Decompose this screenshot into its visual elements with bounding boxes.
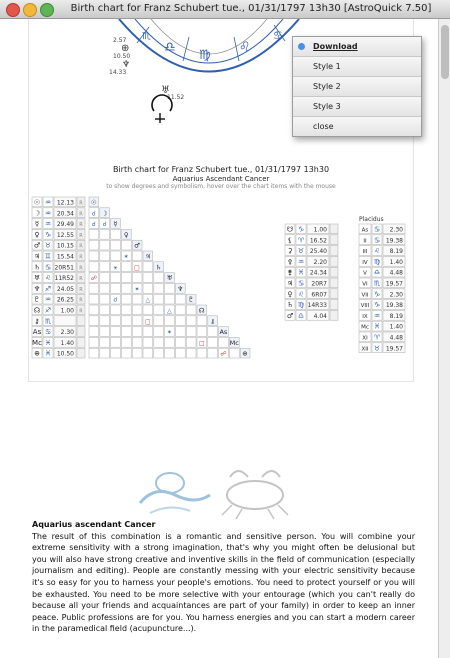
aspect-cell [197,327,207,337]
aspect-cell [89,316,99,326]
aspect-cell [121,262,131,272]
planet-glyph: ☽ [33,209,41,218]
aspect-cell [197,316,207,326]
diagonal-glyph: ♃ [144,252,151,261]
extra-degree-value: 6R07 [311,291,327,299]
aspect-cell [121,294,131,304]
planet-glyph: Mc [32,338,42,347]
extra-sign-glyph: ♈ [297,236,305,245]
aspect-cell [186,316,196,326]
extra-sign-glyph: ♎ [297,311,305,320]
degree-value: 20.34 [56,210,74,218]
aspect-cell [100,251,110,261]
aspect-cell [165,348,175,358]
neptune-glyph: ♆ [122,60,131,70]
extra-motion-cell [330,246,338,256]
aspect-cell [186,305,196,315]
house-degree-value: 2.30 [389,226,403,234]
degree-value: 26.25 [56,296,74,304]
aspect-cell [121,273,131,283]
extra-motion-cell [330,256,338,266]
aspect-cell [208,337,218,347]
aspect-cell [100,229,110,239]
aspect-cell [111,337,121,347]
extra-motion-cell [330,235,338,245]
vertical-scrollbar[interactable] [438,19,450,658]
sign-glyph: ♌ [44,274,52,283]
house-sign-glyph: ♌ [373,247,381,256]
aspect-glyph: ✶ [134,285,140,293]
aspect-cell [154,283,164,293]
aspect-cell [154,337,164,347]
sign-glyph: ♑ [44,230,52,239]
aspect-glyph: ☍ [90,275,97,283]
aspect-cell [111,240,121,250]
aspect-cell [143,348,153,358]
aspect-cell [208,348,218,358]
diagonal-glyph: ☽ [101,209,108,218]
diagonal-glyph: ♇ [188,295,194,304]
extra-motion-cell [330,310,338,320]
house-sign-glyph: ♎ [373,268,381,277]
sign-glyph: ♉ [44,241,52,250]
sign-glyph: ♊ [44,252,52,261]
aspect-cell [100,262,110,272]
sign-glyph: ♒ [44,209,52,218]
aspect-glyph: ✶ [123,253,129,261]
aspect-cell [100,327,110,337]
extra-motion-cell [330,300,338,310]
virgo-glyph: ♍ [199,48,211,63]
aspect-cell [132,327,142,337]
aspect-cell [89,294,99,304]
house-degree-value: 1.40 [389,258,403,266]
aspect-cell [89,305,99,315]
aspect-cell [132,305,142,315]
house-label: IV [362,259,368,266]
planet-glyph: ☊ [33,306,41,315]
aspect-cell [132,273,142,283]
aspect-cell [132,251,142,261]
house-label: VIII [360,303,370,310]
aspect-cell [121,348,131,358]
wheel-label-2: 10.50 [113,53,131,60]
sign-glyph: ♒ [44,220,52,229]
window-title: Birth chart for Franz Schubert tue., 01/31/1797 13h30 [AstroQuick 7.50] [70,3,432,14]
motion-value: R [79,200,83,207]
selected-bullet-icon [298,43,305,50]
extra-point-glyph: ⚴ [287,257,293,266]
aspect-cell [154,305,164,315]
extra-sign-glyph: ♌ [297,290,305,299]
diagonal-glyph: ♂ [134,241,140,250]
motion-value: R [79,297,83,304]
zoom-window-button[interactable] [40,3,54,17]
degree-value: 11R52 [54,275,74,283]
diagonal-glyph: ☿ [113,220,118,229]
motion-value: R [79,254,83,261]
aspect-cell [89,251,99,261]
aspect-cell [132,337,142,347]
planet-glyph: ♀ [34,230,40,239]
motion-cell [77,348,85,358]
aspect-cell [100,316,110,326]
chart-options-menu [292,36,422,137]
house-label: VI [362,281,368,288]
planet-glyph: ♆ [33,284,41,293]
diagonal-glyph: ⊕ [242,349,248,358]
chart-hint: to show degrees and symbolism, hover over the chart items with the mouse [106,183,336,190]
sign-glyph: ♐ [44,284,52,293]
wheel-label-3: 14.33 [109,69,127,76]
sign-glyph: ♒ [44,198,52,207]
aspect-cell [154,294,164,304]
aspect-glyph: ☌ [113,296,118,304]
aspect-cell [89,229,99,239]
house-sign-glyph: ♓ [373,322,381,331]
motion-cell [77,337,85,347]
planet-glyph: ♇ [33,295,41,304]
extra-degree-value: 16.52 [309,237,327,245]
aspect-cell [154,348,164,358]
extra-degree-value: 2.20 [313,258,327,266]
degree-cell [54,316,76,326]
aspect-cell [143,262,153,272]
minimize-window-button[interactable] [23,3,37,17]
planet-glyph: ☿ [34,220,40,229]
extra-sign-glyph: ♒ [297,257,305,266]
sign-glyph: ♋ [44,263,52,272]
aspect-cell [121,316,131,326]
extra-motion-cell [330,278,338,288]
diagonal-glyph: As [219,328,228,337]
motion-value: R [79,276,83,283]
house-label: Mc [361,324,369,331]
sign-glyph: ♓ [44,338,52,347]
degree-value: 10.15 [56,242,74,250]
house-sign-glyph: ♈ [373,333,381,342]
house-degree-value: 1.40 [389,323,403,331]
aspect-cell [89,240,99,250]
aspect-glyph: ☍ [220,350,227,358]
extra-degree-value: 20R7 [311,280,327,288]
extra-degree-value: 14R33 [307,302,327,310]
sign-glyph: ♓ [44,349,52,358]
aspect-cell [165,283,175,293]
aspect-cell [154,316,164,326]
house-degree-value: 19.57 [385,280,403,288]
fortune-glyph: ⊕ [121,43,130,54]
house-degree-value: 8.19 [389,248,403,256]
house-label: VII [361,292,369,299]
aspect-glyph: ⚹ [113,264,118,272]
aspect-cell [175,305,185,315]
house-label: XII [361,346,369,353]
diagonal-glyph: Mc [229,338,239,347]
aspect-cell [111,283,121,293]
aspect-cell [165,294,175,304]
diagonal-glyph: ♀ [123,230,129,239]
aspect-cell [121,240,131,250]
diagonal-glyph: ☊ [198,306,205,315]
extra-point-glyph: ⚵ [287,268,293,277]
uranus-glyph: ♅ [161,85,170,96]
aspect-cell [100,337,110,347]
sign-glyph: ♒ [44,295,52,304]
aspect-cell [121,337,131,347]
house-label: II [363,238,367,245]
degree-value: 15.54 [56,253,74,261]
extra-motion-cell [330,224,338,234]
extra-degree-value: 25.40 [309,248,327,256]
aspect-glyph: □ [134,264,140,272]
house-degree-value: 2.30 [389,291,403,299]
aspect-cell [111,348,121,358]
aspect-cell [132,316,142,326]
planet-glyph: ⚷ [34,317,40,326]
planet-glyph: ♄ [33,263,41,272]
aspect-cell [111,273,121,283]
aspect-cell [175,294,185,304]
aspect-cell [89,348,99,358]
diagonal-glyph: ♄ [155,263,162,272]
motion-value: R [79,211,83,218]
aspect-cell [186,337,196,347]
degree-value: 12.13 [56,199,74,207]
wheel-label-1: 2.57 [113,37,127,44]
degree-value: 24.05 [56,285,74,293]
planet-glyph: As [32,328,42,337]
house-sign-glyph: ♍ [373,257,381,266]
aspect-cell [175,348,185,358]
diagonal-glyph: ⚷ [210,317,215,326]
aspect-cell [132,348,142,358]
aspect-cell [175,337,185,347]
house-degree-value: 19.38 [385,302,403,310]
motion-value: R [79,232,83,239]
motion-value: R [79,222,83,229]
extra-point-glyph: ♀ [287,290,293,299]
house-degree-value: 8.19 [389,312,403,320]
aspect-cell [154,273,164,283]
aspect-cell [186,327,196,337]
aspect-cell [208,327,218,337]
scorpio-glyph: ♏ [142,31,151,42]
aspect-glyph: △ [145,296,151,304]
wheel-label-4: 11.52 [167,94,185,101]
interpretation-section [32,519,415,635]
sign-glyph: ♐ [44,306,52,315]
aspect-cell [143,337,153,347]
aspect-glyph: ☌ [91,210,96,218]
style-3-menu-item[interactable]: Style 3 [293,97,421,117]
house-sign-glyph: ♉ [373,344,381,353]
aspect-cell [89,283,99,293]
aspect-cell [121,305,131,315]
aspect-cell [186,348,196,358]
planet-glyph: ♅ [33,274,41,283]
aspect-cell [197,348,207,358]
extra-point-glyph: ♄ [286,301,294,310]
extra-point-glyph: ☋ [286,225,294,234]
aspect-glyph: □ [144,318,151,326]
libra-glyph: ♎ [164,40,176,55]
extra-degree-value: 24.34 [309,269,327,277]
aspect-glyph: □ [198,339,205,347]
aspect-cell [111,305,121,315]
extra-sign-glyph: ♍ [297,301,305,310]
aspect-cell [165,316,175,326]
house-sign-glyph: ♏ [373,279,381,288]
planet-glyph: ⊕ [34,349,40,358]
aspect-cell [100,283,110,293]
motion-value: R [79,286,83,293]
extra-point-glyph: ⚸ [287,236,293,245]
sign-glyph: ♋ [44,328,52,337]
motion-value: R [79,243,83,250]
house-degree-value: 4.48 [389,269,403,277]
aspect-cell [229,348,239,358]
aspect-cell [111,316,121,326]
degree-value: 20R51 [54,264,74,272]
aspect-cell [100,240,110,250]
aspect-cell [100,273,110,283]
aspect-cell [111,229,121,239]
aspect-glyph: ☌ [91,221,96,229]
diagonal-glyph: ☉ [90,198,97,207]
aspect-cell [175,316,185,326]
degree-value: 29.49 [56,221,74,229]
degree-value: 1.00 [60,307,74,315]
close-window-button[interactable] [6,3,20,17]
house-sign-glyph: ♒ [373,311,381,320]
aspect-cell [111,327,121,337]
house-sign-glyph: ♋ [373,236,381,245]
house-sign-glyph: ♑ [373,301,381,310]
aspect-cell [219,337,229,347]
house-degree-value: 19.38 [385,237,403,245]
aspect-cell [100,294,110,304]
motion-value: R [79,308,83,315]
aspect-cell [89,327,99,337]
extra-sign-glyph: ♓ [297,268,305,277]
house-degree-value: 19.57 [385,345,403,353]
window-titlebar [0,0,450,19]
style-2-menu-item[interactable]: Style 2 [293,77,421,97]
house-sign-glyph: ♑ [373,290,381,299]
house-label: IX [362,313,368,320]
degree-value: 1.40 [60,339,74,347]
aspect-cell [100,305,110,315]
interpretation-heading: Aquarius ascendant Cancer [32,520,156,529]
aquarius-cancer-illustration [130,455,300,525]
aspect-glyph: ☌ [102,221,107,229]
aspect-glyph: △ [167,307,172,315]
house-label: As [361,227,369,234]
chart-subtitle: Aquarius Ascendant Cancer [172,175,270,183]
degree-value: 2.30 [60,329,74,337]
cancer-glyph: ♋ [273,29,283,42]
aspect-glyph: ✶ [166,329,172,337]
leo-glyph: ♌ [239,40,251,55]
planet-glyph: ☉ [33,198,41,207]
house-degree-value: 4.48 [389,334,403,342]
house-sign-glyph: ♋ [373,225,381,234]
house-system-label: Placidus [359,216,384,223]
sign-glyph: ♏ [44,317,52,326]
extra-point-glyph: ♂ [286,311,294,320]
interpretation-text: The result of this combination is a romantic and sensitive person. You will combine your extreme sensitivity with a strong imagination, that's why you might often be delusional but you will also have strong creative and inventive skills in the field of communication (especially journalism and editing). People are constantly messing with your electric sensitivity because it's so easy for you to harness your people's emotions. You need to protect yourself or you will be exhausted. You need to be more selective with your entourage (which you can't really do because all your friends and acquaintances are part of your family) in order to keep an inner peace. Public professions are for you. You harness energies and you can start a modern career in the paramedical field (acupuncture...). [32,531,415,634]
motion-value: R [79,265,83,272]
scrollbar-thumb[interactable] [441,25,449,79]
extra-motion-cell [330,289,338,299]
aspect-cell [165,337,175,347]
diagonal-glyph: ♅ [166,274,173,283]
aspect-cell [89,337,99,347]
close-menu-item[interactable]: close [293,117,421,136]
aspect-cell [143,273,153,283]
aspect-cell [132,294,142,304]
aspect-cell [100,348,110,358]
aspect-cell [111,251,121,261]
house-label: III [362,249,368,256]
extra-point-glyph: ⚳ [287,247,293,256]
extra-sign-glyph: ♉ [297,247,305,256]
motion-cell [77,316,85,326]
house-label: XI [362,335,368,342]
planet-glyph: ♃ [33,252,41,261]
aspect-cell [89,262,99,272]
download-menu-item[interactable]: Download [293,37,421,57]
style-1-menu-item[interactable]: Style 1 [293,57,421,77]
degree-value: 12.55 [56,231,74,239]
extra-degree-value: 4.04 [313,312,327,320]
aspect-cell [154,327,164,337]
aspect-cell [121,283,131,293]
chart-title: Birth chart for Franz Schubert tue., 01/31/1797 13h30 [112,165,330,174]
motion-cell [77,327,85,337]
aspect-cell [175,327,185,337]
page-content[interactable] [0,19,438,658]
extra-motion-cell [330,267,338,277]
house-label: V [363,270,367,277]
extra-sign-glyph: ♋ [297,279,305,288]
extra-degree-value: 1.00 [313,226,327,234]
extra-sign-glyph: ♑ [297,225,305,234]
aspect-cell [121,327,131,337]
aspect-cell [143,283,153,293]
planet-glyph: ♂ [33,241,41,250]
aspect-cell [143,327,153,337]
extra-point-glyph: ♃ [286,279,294,288]
aspect-cell [143,305,153,315]
diagonal-glyph: ♆ [177,284,184,293]
degree-value: 10.50 [56,350,74,358]
